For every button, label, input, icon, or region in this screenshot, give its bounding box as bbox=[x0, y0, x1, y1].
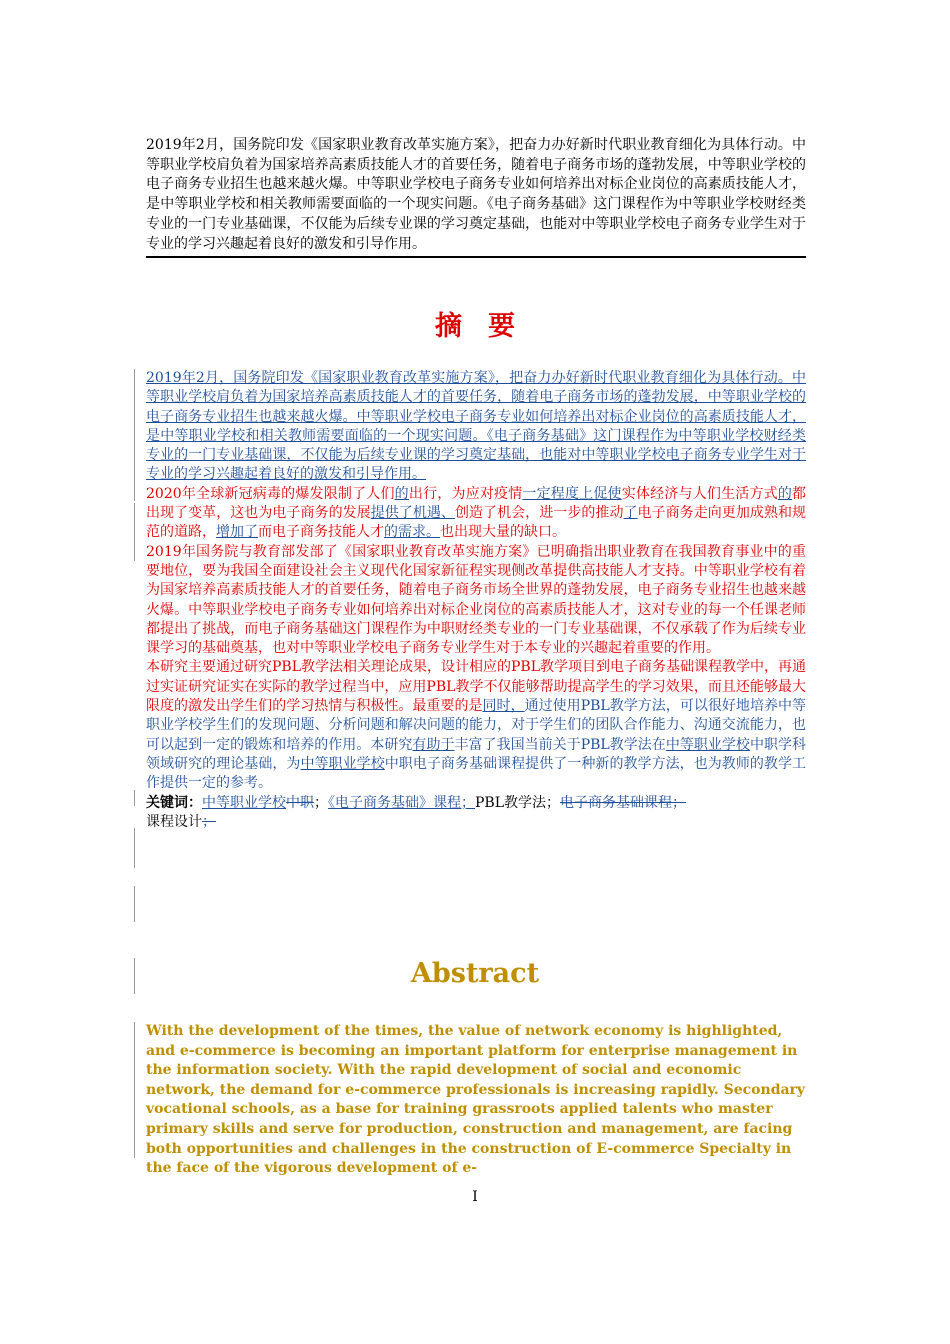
keywords-line: 关键词：中等职业学校中职；《电子商务基础》课程；PBL教学法；电子商务基础课程； 课程设计； bbox=[146, 794, 687, 830]
paragraph-epidemic: 2020年全球新冠病毒的爆发限制了人们的出行，为应对疫情一定程度上促使实体经济与人们生活方式的都出现了变革，这也为电子商务的发展提供了机遇、创造了机会，进一步的推动了电子商务走向更加成熟和规范的道路，增加了而电子商务技能人才的需求。也出现大量的缺口。 bbox=[146, 485, 807, 541]
abstract-title-en: Abstract bbox=[410, 958, 540, 989]
change-bar bbox=[134, 369, 135, 501]
change-bar bbox=[134, 828, 135, 868]
change-bar bbox=[134, 790, 135, 806]
abstract-title-cn: 摘要 bbox=[435, 311, 541, 342]
change-bar bbox=[134, 1022, 135, 1158]
change-bar bbox=[134, 503, 135, 561]
header-note: 2019年2月，国务院印发《国家职业教育改革实施方案》，把奋力办好新时代职业教育细化为具体行动。中等职业学校肩负着为国家培养高素质技能人才的首要任务，随着电子商务市场的蓬勃发展，中等职业学校的电子商务专业招生也越来越火爆。中等职业学校电子商务专业如何培养出对标企业岗位的高素质技能人才，是中等职业学校和相关教师需要面临的一个现实问题。《电子商务基础》这门课程作为中等职业学校财经类专业的一门专业基础课，不仅能为后续专业课的学习奠定基础，也能对中等职业学校电子商务专业学生对于专业的学习兴趣起着良好的激发和引导作用。 bbox=[146, 136, 806, 258]
change-bar bbox=[134, 886, 135, 922]
abstract-body-cn bbox=[146, 369, 806, 832]
paragraph-research: 本研究主要通过研究PBL教学法相关理论成果，设计相应的PBL教学项目到电子商务基础课程教学中，再通过实证研究证实在实际的教学过程当中，应用PBL教学不仅能够帮助提高学生的学习效果，而且还能够最大限度的激发出学生们的学习热情与积极性。最重要的是同时，通过使用PBL教学方法，可以很好地培养中等职业学校学生们的发现问题、分析问题和解决问题的能力，对于学生们的团队合作能力、沟通交流能力，也可以起到一定的锻炼和培养的作用。本研究有助于丰富了我国当前关于PBL教学法在中等职业学校中职学科领域研究的理论基础，为中等职业学校中职电子商务基础课程提供了一种新的教学方法，也为教师的教学工作提供一定的参考。 bbox=[146, 659, 807, 792]
abstract-body-en: With the development of the times, the value of network economy is highlighted, and e-commerce is becoming an important platform for enterprise management in the information society. With the rapid development of social and economic network, the demand for e-commerce professionals is increasing rapidly. Secondary vocational schools, as a base for training grassroots applied talents who master primary skills and serve for production, construction and management, are facing both opportunities and challenges in the construction of E-commerce Specialty in the face of the vigorous development of e- bbox=[146, 1023, 806, 1177]
page-number: I bbox=[472, 1189, 478, 1205]
paragraph-inserted: 2019年2月，国务院印发《国家职业教育改革实施方案》，把奋力办好新时代职业教育细化为具体行动。中等职业学校肩负着为国家培养高素质技能人才的首要任务，随着电子商务市场的蓬勃发展，中等职业学校的电子商务专业招生也越来越火爆。中等职业学校电子商务专业如何培养出对标企业岗位的高素质技能人才，是中等职业学校和相关教师需要面临的一个现实问题。《电子商务基础》这门课程作为中等职业学校财经类专业的一门专业基础课，不仅能为后续专业课的学习奠定基础，也能对中等职业学校电子商务专业学生对于专业的学习兴趣起着良好的激发和引导作用。 bbox=[146, 370, 806, 483]
paragraph-policy: 2019年国务院与教育部发部了《国家职业教育改革实施方案》已明确指出职业教育在我国教育事业中的重要地位，要为我国全面建设社会主义现代化国家新征程实现侧改革提供高技能人才支持。中等职业学校有着为国家培养高素质技能人才的首要任务，随着电子商务市场全世界的蓬勃发展，电子商务专业招生也越来越火爆。中等职业学校电子商务专业如何培养出对标企业岗位的高素质技能人才，这对专业的每一个任课老师都提出了挑战，而电子商务基础这门课程作为中职财经类专业的一门专业基础课，不仅承载了作为后续专业课学习的基础奠基，也对中等职业学校电子商务专业学生对于本专业的兴趣起着重要的作用。 bbox=[146, 543, 806, 657]
keywords-label: 关键词： bbox=[146, 794, 202, 811]
